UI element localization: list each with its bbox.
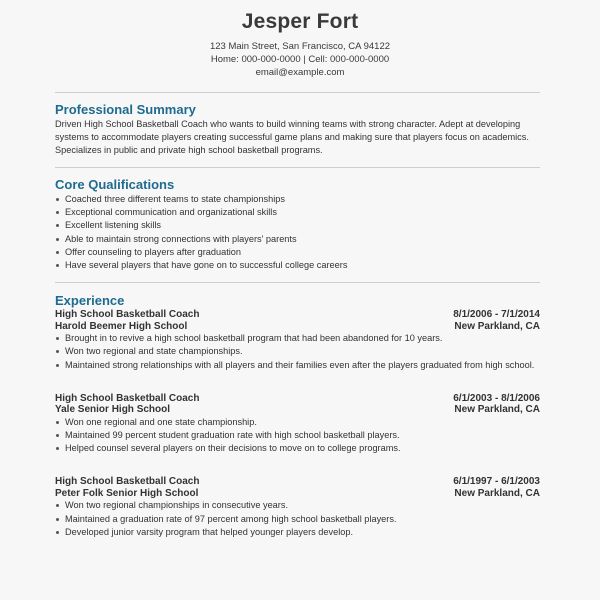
- qualifications-divider: [55, 282, 540, 283]
- qualifications-title: Core Qualifications: [55, 177, 175, 192]
- candidate-name: Jesper Fort: [241, 10, 359, 33]
- job-bullet: Won one regional and one state championship.: [55, 416, 540, 429]
- summary-section: [55, 102, 540, 157]
- email-line: email@example.com: [255, 67, 345, 78]
- job-dates: 8/1/2006 - 7/1/2014: [453, 309, 540, 321]
- summary-title: Professional Summary: [55, 102, 196, 117]
- job-bullet: Helped counsel several players on their decisions to move on to college programs.: [55, 442, 540, 455]
- job-bullet: Won two regional championships in consecutive years.: [55, 499, 540, 512]
- header-divider: [55, 92, 540, 93]
- experience-section: [55, 293, 540, 539]
- job-location: New Parkland, CA: [454, 487, 540, 499]
- qualification-item: Offer counseling to players after graduation: [55, 246, 540, 259]
- summary-divider: [55, 167, 540, 168]
- job-school: Harold Beemer High School: [55, 320, 188, 332]
- qualification-item: Exceptional communication and organizational skills: [55, 206, 540, 219]
- job-header: [55, 393, 540, 416]
- job-bullets: [55, 332, 540, 372]
- job-bullets: [55, 416, 540, 456]
- qualifications-section: [55, 177, 540, 272]
- job-school: Yale Senior High School: [55, 404, 171, 416]
- job-role: High School Basketball Coach: [55, 476, 200, 488]
- experience-title: Experience: [55, 293, 125, 309]
- job-header: [55, 309, 540, 332]
- job-bullet: Maintained a graduation rate of 97 percent among high school basketball players.: [55, 513, 540, 526]
- job-entry: [55, 476, 540, 539]
- job-role: High School Basketball Coach: [55, 309, 200, 321]
- summary-line: Driven High School Basketball Coach who wants to build winning teams with strong character. Adept at developing: [55, 119, 521, 129]
- job-dates: 6/1/2003 - 8/1/2006: [453, 392, 540, 404]
- qualifications-list: [55, 193, 540, 272]
- resume-header: [0, 0, 600, 79]
- job-school: Peter Folk Senior High School: [55, 487, 199, 499]
- qualification-item: Able to maintain strong connections with players' parents: [55, 233, 540, 246]
- address-line: 123 Main Street, San Francisco, CA 94122: [209, 41, 391, 52]
- job-entry: [55, 393, 540, 456]
- job-dates: 6/1/1997 - 6/1/2003: [453, 476, 540, 488]
- job-bullet: Maintained strong relationships with all players and their families even after the players graduated from high school.: [55, 359, 540, 372]
- job-role: High School Basketball Coach: [55, 392, 200, 404]
- job-bullet: Won two regional and state championships.: [55, 345, 540, 358]
- qualification-item: Have several players that have gone on to successful college careers: [55, 259, 540, 272]
- job-header: [55, 476, 540, 499]
- job-bullet: Maintained 99 percent student graduation rate with high school basketball players.: [55, 429, 540, 442]
- job-bullet: Developed junior varsity program that helped younger players develop.: [55, 526, 540, 539]
- qualification-item: Excellent listening skills: [55, 219, 540, 232]
- job-entry: [55, 309, 540, 372]
- job-location: New Parkland, CA: [454, 404, 540, 416]
- job-bullet: Brought in to revive a high school basketball program that had been abandoned for 10 years.: [55, 332, 540, 345]
- summary-line: systems to accommodate players creating successful game plans and making sure that players focus on academics.: [55, 132, 529, 142]
- phone-line: Home: 000-000-0000 | Cell: 000-000-0000: [210, 54, 390, 65]
- qualification-item: Coached three different teams to state championships: [55, 193, 540, 206]
- job-location: New Parkland, CA: [454, 320, 540, 332]
- summary-line: Specializes in public and private high school basketball programs.: [55, 145, 323, 155]
- job-bullets: [55, 499, 540, 539]
